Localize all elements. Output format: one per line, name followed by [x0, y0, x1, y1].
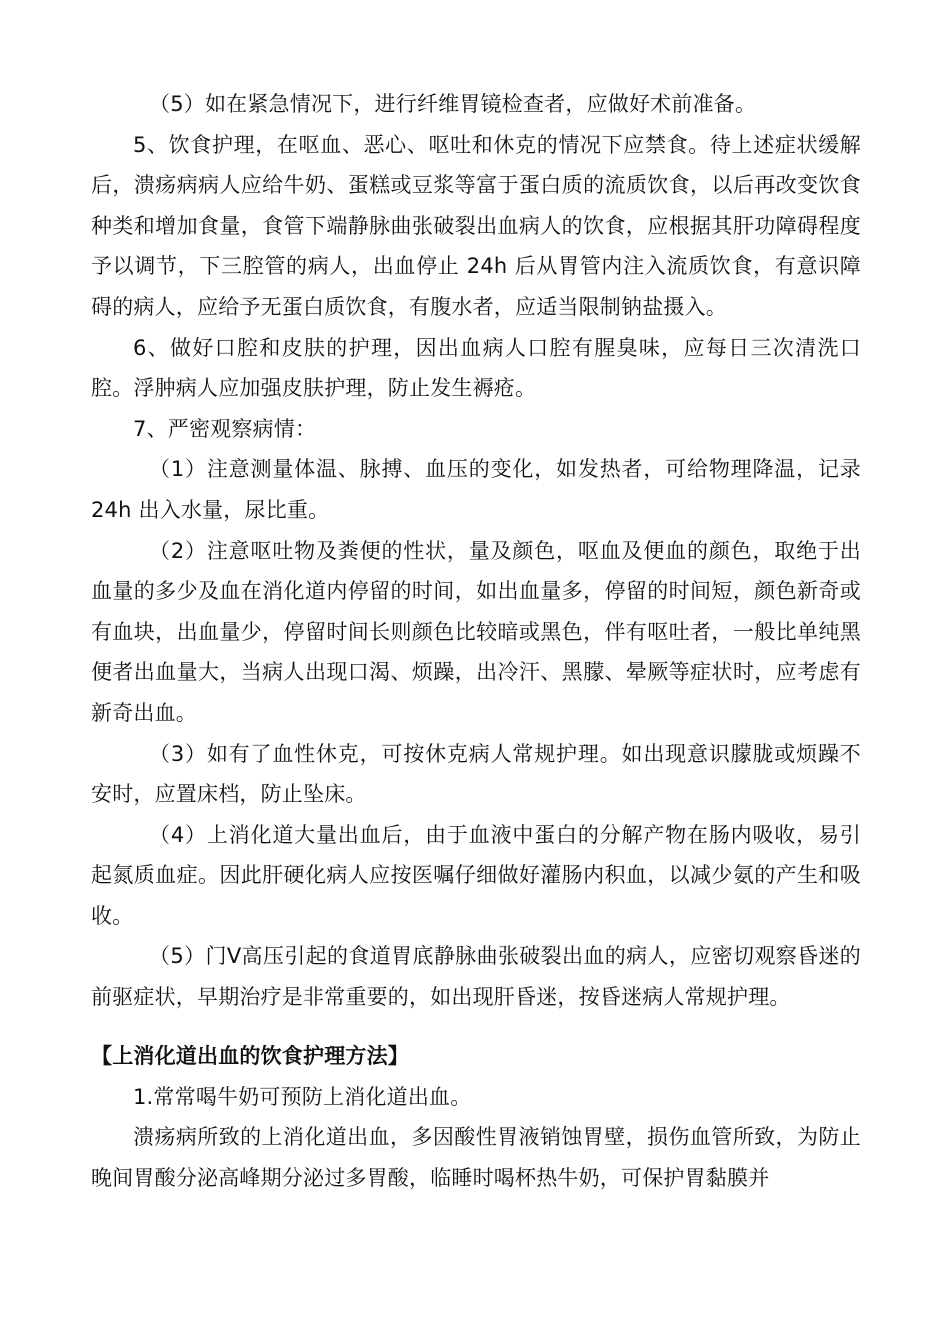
- paragraph-observe-condition: 7、严密观察病情：: [133, 416, 317, 441]
- paragraph-oral-skin-care: 6、做好口腔和皮肤的护理，因出血病人口腔有腥臭味，应每日三次清洗口腔。浮肿病人应加强皮肤护理，防止发生褥疮。: [91, 335, 861, 401]
- section-heading: 【上消化道出血的饮食护理方法】: [91, 1043, 409, 1068]
- paragraph-ulcer-bleeding: 溃疡病所致的上消化道出血，多因酸性胃液销蚀胃壁，损伤血管所致，为防止晚间胃酸分泌高峰期分泌过多胃酸，临睡时喝杯热牛奶，可保护胃黏膜并: [91, 1125, 861, 1190]
- paragraph-vomit-stool: （2）注意呕吐物及粪便的性状，量及颜色，呕血及便血的颜色，取绝于出血量的多少及血在消化道内停留的时间，如出血量多，停留的时间短，颜色新奇或有血块，出血量少，停留时间长则颜色比较暗或黑色，伴有呕吐者，一般比单纯黑便者出血量大，当病人出现口渴、烦躁，出冷汗、黑朦、晕厥等症状时，应考虑有新奇出血。: [91, 538, 861, 725]
- paragraph-vital-signs: （1）注意测量体温、脉搏、血压的变化，如发热者，可给物理降温，记录 24h 出入水量，尿比重。: [91, 457, 861, 522]
- paragraph-emergency-gastroscopy: （5）如在紧急情况下，进行纤维胃镜检查者，应做好术前准备。: [149, 92, 757, 116]
- paragraph-azotemia: （4）上消化道大量出血后，由于血液中蛋白的分解产物在肠内吸收，易引起氮质血症。因此肝硬化病人应按医嘱仔细做好灌肠内积血，以减少氨的产生和吸收。: [91, 822, 861, 928]
- paragraph-milk-prevention: 1.常常喝牛奶可预防上消化道出血。: [133, 1084, 472, 1109]
- document-page: [91, 84, 861, 1198]
- paragraph-portal-hypertension: （5）门Ⅴ高压引起的食道胃底静脉曲张破裂出血的病人，应密切观察昏迷的前驱症状，早期治疗是非常重要的，如出现肝昏迷，按昏迷病人常规护理。: [91, 944, 861, 1010]
- paragraph-diet-care: 5、饮食护理，在呕血、恶心、呕吐和休克的情况下应禁食。待上述症状缓解后，溃疡病病人应给牛奶、蛋糕或豆浆等富于蛋白质的流质饮食，以后再改变饮食种类和增加食量，食管下端静脉曲张破裂出血病人的饮食，应根据其肝功障碍程度予以调节，下三腔管的病人，出血停止 24h 后从胃管内注入流质饮食，有意识障碍的病人，应给予无蛋白质饮食，有腹水者，应适当限制钠盐摄入。: [91, 132, 861, 319]
- paragraph-shock-care: （3）如有了血性休克，可按休克病人常规护理。如出现意识朦胧或烦躁不安时，应置床档，防止坠床。: [91, 741, 861, 807]
